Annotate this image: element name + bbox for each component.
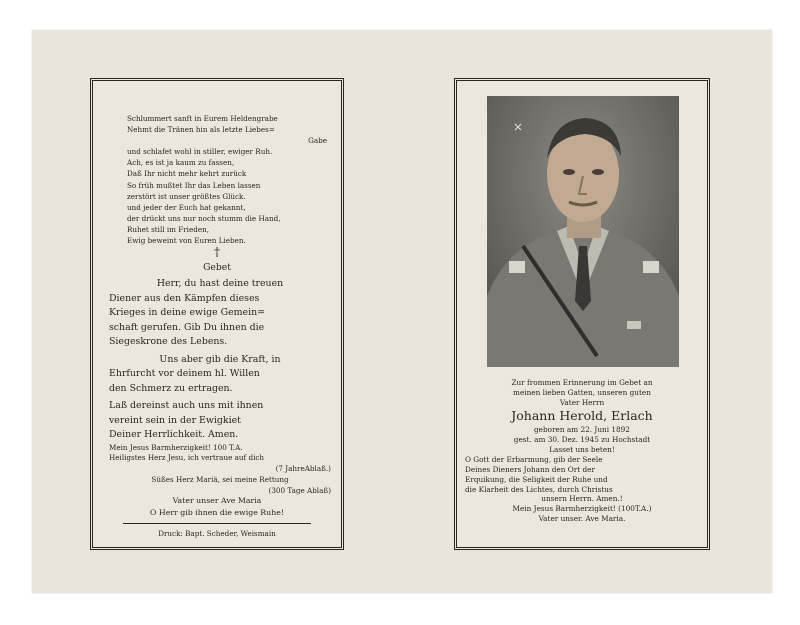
printer-credit: Druck: Bapt. Scheder, Weismain — [158, 529, 276, 538]
birth-date: geboren am 22. Juni 1892 — [534, 425, 630, 435]
right-prayer: O Gott der Erbarmung, gib der Seele Deines Dieners Johann den Ort der Erquikung, die Seligkeit der Ruhe und die Klarheit des Lichtes, durch Christus unsern Herrn. Amen.! — [465, 454, 623, 504]
divider — [123, 523, 311, 524]
memorial-caption: Zur frommen Erinnerung im Gebet an meinen lieben Gatten, unseren guten Vater Herrn Johann Herold, Erlach geboren am 22. Juni 1892 gest. am 30. Dez. 1945 zu Hochstadt Lasset uns beten! O Gott der Erbarmung, gib der Seele Deines Dieners Johann den Ort der Erquikung, die Seligkeit der Ruhe und die Klarheit des Lichtes, durch Christus unsern Herrn. Amen.! Mein Jesus Barmherzigkeit! (100T.A.) Vater unser. Ave Maria. — [465, 378, 699, 524]
deceased-name: Johann Herold, Erlach — [511, 408, 653, 424]
left-panel — [90, 78, 344, 550]
portrait-photo — [487, 96, 679, 367]
prayer-text: Herr, du hast deine treuen Diener aus den Kämpfen dieses Krieges in deine ewige Gemein= schaft gerufen. Gib Du ihnen die Siegeskrone des Lebens. Uns aber gib die Kraft, in Ehrfurcht vor deinem hl. Willen den Schmerz zu ertragen. Laß dereinst auch uns mit ihnen vereint sein in der Ewigkiet Deiner Herrlichkeit. Amen. Mein Jesus Barmherzigkeit! 100 T.A. Heiligstes Herz Jesu, ich vertraue auf dich (7 JahreAblaß.) Süßes Herz Mariä, sei meine Rettung (300 Tage Ablaß) — [109, 278, 331, 495]
portrait-illustration — [487, 96, 679, 367]
closing-lines: Vater unser Ave Maria O Herr gib ihnen die ewige Ruhe! — [150, 496, 284, 517]
prayer-heading: Gebet — [203, 262, 231, 273]
death-date: gest. am 30. Dez. 1945 zu Hochstadt — [513, 435, 651, 445]
memorial-poem: Schlummert sanft in Eurem Heldengrabe Nehmt die Tränen hin als letzte Liebes= Gabe und schlafet wohl in stiller, ewiger Ruh. Ach, es ist ja kaum zu fassen, Daß Ihr nicht mehr kehrt zurück So früh mußtet Ihr das Leben lassen zerstört ist unser größtes Glück. und jeder der Euch hat gekannt, der drückt uns nur noch stumm die Hand, Ruhet still im Frieden, Ewig beweint von Euren Lieben. — [127, 114, 327, 246]
right-panel — [454, 78, 710, 550]
cross-icon: † — [214, 245, 220, 259]
